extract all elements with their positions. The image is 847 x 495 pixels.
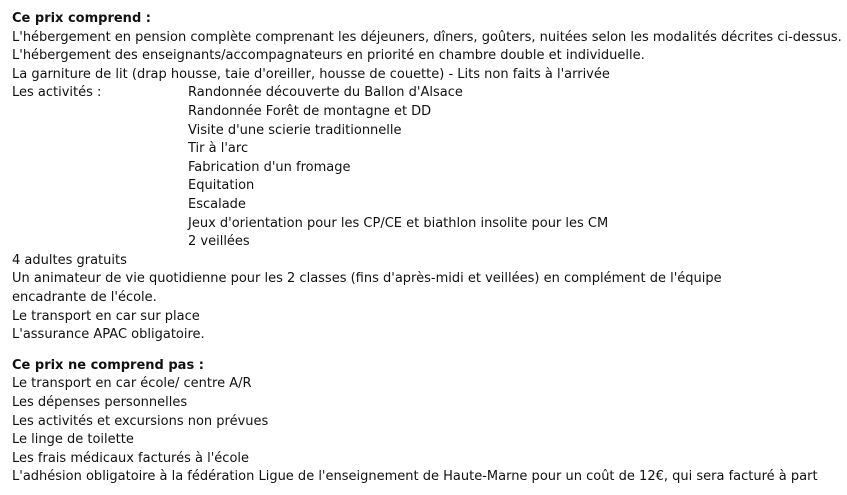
activity-item: 2 veillées [188, 234, 250, 250]
includes-line: Le transport en car sur place [12, 308, 200, 324]
includes-line: Un animateur de vie quotidienne pour les 2 classes (fins d'après-midi et veillées) en complément de l'équipe [12, 271, 722, 287]
activity-item: Jeux d'orientation pour les CP/CE et biathlon insolite pour les CM [188, 215, 609, 231]
includes-line: La garniture de lit (drap housse, taie d'oreiller, housse de couette) - Lits non faits à l'arrivée [12, 66, 610, 82]
includes-heading: Ce prix comprend : [12, 11, 151, 26]
activity-item: Visite d'une scierie traditionnelle [188, 122, 402, 138]
includes-extra-list [12, 252, 847, 345]
activity-item: Equitation [188, 178, 255, 194]
activity-item: Randonnée découverte du Ballon d'Alsace [188, 85, 463, 101]
activities-list [188, 84, 609, 250]
excludes-heading: Ce prix ne comprend pas : [12, 357, 204, 373]
includes-intro-list [12, 29, 847, 85]
activity-item: Escalade [188, 196, 246, 212]
includes-line: L'assurance APAC obligatoire. [12, 327, 205, 343]
excludes-list [12, 375, 847, 487]
activity-item: Randonnée Forêt de montagne et DD [188, 103, 432, 119]
excludes-line: Les dépenses personnelles [12, 394, 188, 410]
activities-block [12, 84, 847, 250]
includes-line: 4 adultes gratuits [12, 252, 127, 268]
excludes-line: L'adhésion obligatoire à la fédération Ligue de l'enseignement de Haute-Marne pour un coût de 12€, qui sera facturé à part [12, 469, 818, 485]
excludes-line: Les activités et excursions non prévues [12, 413, 269, 429]
excludes-line: Le linge de toilette [12, 432, 134, 448]
excludes-line: Les frais médicaux facturés à l'école [12, 450, 250, 466]
includes-line: L'hébergement des enseignants/accompagnateurs en priorité en chambre double et individuelle. [12, 48, 645, 64]
activities-label: Les activités : [12, 85, 102, 101]
includes-line: L'hébergement en pension complète comprenant les déjeuners, dîners, goûters, nuitées selon les modalités décrites ci-dessus. [12, 29, 842, 45]
activity-item: Tir à l'arc [188, 141, 249, 157]
activity-item: Fabrication d'un fromage [188, 159, 351, 175]
excludes-line: Le transport en car école/ centre A/R [12, 376, 252, 392]
includes-line: encadrante de l'école. [12, 289, 157, 305]
